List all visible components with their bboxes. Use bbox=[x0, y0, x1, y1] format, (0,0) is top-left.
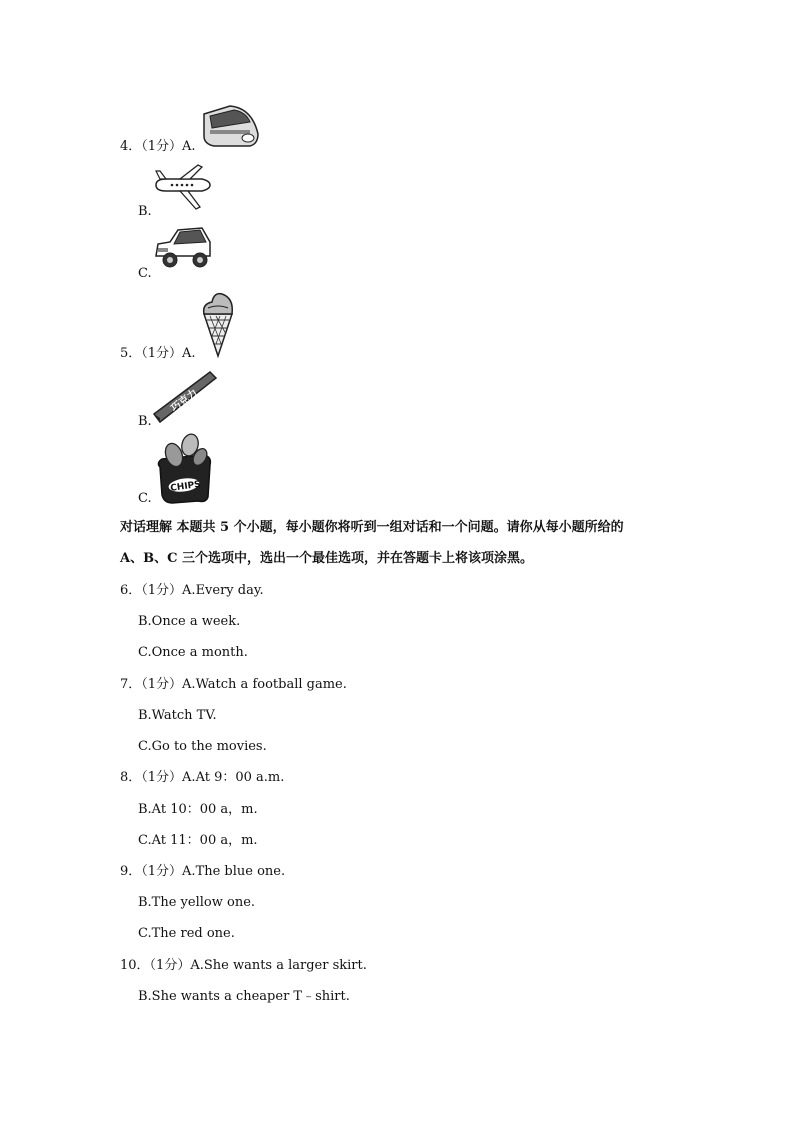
question-6-option-c: C.Once a month. bbox=[138, 645, 248, 660]
question-9-option-b: B.The yellow one. bbox=[138, 895, 256, 910]
question-10-option-b: B.She wants a cheaper T﹣shirt. bbox=[138, 989, 350, 1004]
question-5-option-c: C. bbox=[138, 491, 152, 506]
question-5-label: 5．（1分）A. bbox=[120, 346, 196, 361]
question-9-option-a: 9．（1分）A.The blue one. bbox=[120, 864, 286, 879]
high-speed-train-icon bbox=[200, 100, 262, 150]
chips-bag-text: CHIPS bbox=[169, 479, 202, 494]
question-7-option-a: 7．（1分）A.Watch a football game. bbox=[120, 677, 347, 692]
question-8-option-b: B.At 10：00 a，m. bbox=[138, 802, 258, 817]
question-6-option-a: 6．（1分）A.Every day. bbox=[120, 583, 264, 598]
question-9-option-c: C.The red one. bbox=[138, 926, 235, 941]
question-7-option-c: C.Go to the movies. bbox=[138, 739, 267, 754]
question-4-option-c: C. bbox=[138, 266, 152, 281]
section-instruction-line-1: 对话理解 本题共 5 个小题，每小题你将听到一组对话和一个问题。请你从每小题所给的 bbox=[120, 520, 624, 535]
section-instruction-line-2: A、B、C 三个选项中，选出一个最佳选项，并在答题卡上将该项涂黑。 bbox=[120, 551, 533, 566]
question-8-option-a: 8．（1分）A.At 9：00 a.m. bbox=[120, 770, 285, 785]
question-4-option-b: B. bbox=[138, 204, 152, 219]
question-8-option-c: C.At 11：00 a，m. bbox=[138, 833, 258, 848]
question-7-option-b: B.Watch TV. bbox=[138, 708, 217, 723]
question-5-option-b: B. bbox=[138, 414, 152, 429]
question-10-option-a: 10．（1分）A.She wants a larger skirt. bbox=[120, 958, 367, 973]
car-icon bbox=[152, 224, 214, 272]
question-4-label: 4．（1分）A. bbox=[120, 139, 196, 154]
airplane-icon bbox=[152, 163, 214, 213]
ice-cream-cone-icon bbox=[198, 290, 238, 358]
chocolate-bar-icon bbox=[152, 368, 218, 426]
chips-bag-icon bbox=[154, 433, 216, 505]
chocolate-wrapper-text: 巧克力 bbox=[169, 387, 200, 415]
question-6-option-b: B.Once a week. bbox=[138, 614, 241, 629]
